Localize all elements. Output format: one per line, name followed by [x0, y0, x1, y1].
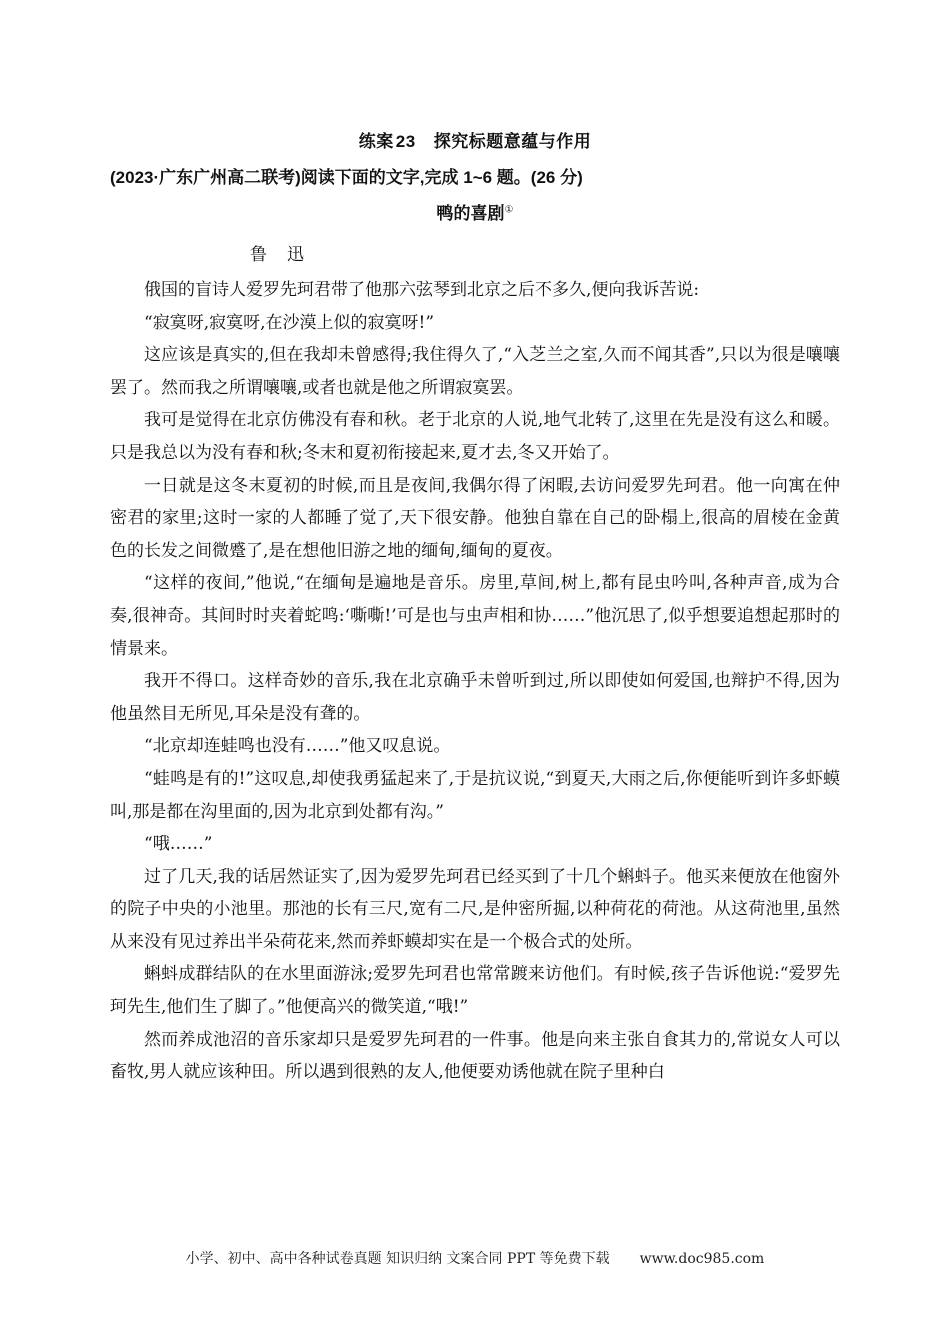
- article-author: 鲁迅: [250, 245, 324, 265]
- article-paragraph: “北京却连蛙鸣也没有……”他又叹息说。: [144, 736, 451, 757]
- article-paragraph: 我可是觉得在北京仿佛没有春和秋。老于北京的人说,地气北转了,这里在先是没有这么和暖。只是我总以为没有春和秋;冬末和夏初衔接起来,夏才去,冬又开始了。: [110, 410, 840, 463]
- article-paragraph: 俄国的盲诗人爱罗先珂君带了他那六弦琴到北京之后不多久,便向我诉苦说:: [144, 280, 700, 300]
- footer-text: 小学、初中、高中各种试卷真题 知识归纳 文案合同 PPT 等免费下载: [185, 1251, 610, 1267]
- exercise-heading: [0, 127, 950, 152]
- article-paragraph: 然而养成池沼的音乐家却只是爱罗先珂君的一件事。他是向来主张自食其力的,常说女人可以畜牧,男人就应该种田。所以遇到很熟的友人,他便要劝诱他就在院子里种白: [110, 1029, 840, 1083]
- article-paragraph: 我开不得口。这样奇妙的音乐,我在北京确乎未曾听到过,所以即使如何爱国,也辩护不得,因为他虽然目无所见,耳朵是没有聋的。: [110, 671, 840, 724]
- exercise-label: 练案: [358, 132, 394, 151]
- article-body: [110, 274, 840, 1089]
- article-paragraph: 过了几天,我的话居然证实了,因为爱罗先珂君已经买到了十几个蝌蚪子。他买来便放在他窗外的院子中央的小池里。那池的长有三尺,宽有二尺,是仲密所掘,以种荷花的荷池。从这荷池里,虽然从来没有见过养出半朵荷花来,然而养虾蟆却实在是一个极合式的处所。: [110, 866, 840, 952]
- question-source-line: (2023·广东广州高二联考)阅读下面的文字,完成 1~6 题。(26 分): [110, 168, 583, 187]
- article-paragraph: “寂寞呀,寂寞呀,在沙漠上似的寂寞呀!”: [144, 312, 435, 333]
- article-paragraph: “这样的夜间,”他说,“在缅甸是遍地是音乐。房里,草间,树上,都有昆虫吟叫,各种声音,成为合奏,很神奇。其间时时夹着蛇鸣:‘嘶嘶!’可是也与虫声相和协……”他沉思了,似乎想要追想起那时的情景来。: [110, 573, 840, 659]
- article-paragraph: 一日就是这冬末夏初的时候,而且是夜间,我偶尔得了闲暇,去访问爱罗先珂君。他一向寓在仲密君的家里;这时一家的人都睡了觉了,天下很安静。他独自靠在自己的卧榻上,很高的眉棱在金黄色的长发之间微蹙了,是在想他旧游之地的缅甸,缅甸的夏夜。: [110, 475, 840, 561]
- article-paragraph: 蝌蚪成群结队的在水里面游泳;爱罗先珂君也常常踱来访他们。有时候,孩子告诉他说:“爱罗先珂先生,他们生了脚了。”他便高兴的微笑道,“哦!”: [110, 964, 840, 1018]
- exercise-number: 23: [395, 132, 416, 151]
- footer-url: www.doc985.com: [639, 1251, 765, 1267]
- exercise-topic: 探究标题意蕴与作用: [433, 132, 592, 151]
- article-paragraph: “蛙鸣是有的!”这叹息,却使我勇猛起来了,于是抗议说,“到夏天,大雨之后,你便能听到许多虾蟆叫,那是都在沟里面的,因为北京到处都有沟。”: [110, 768, 840, 822]
- article-paragraph: “哦……”: [144, 834, 213, 855]
- footnote-marker: ①: [504, 204, 514, 216]
- article-title: [0, 199, 950, 224]
- article-title-text: 鸭的喜剧: [436, 204, 505, 223]
- page-footer: [0, 1248, 950, 1268]
- article-paragraph: 这应该是真实的,但在我却未曾感得;我住得久了,“入芝兰之室,久而不闻其香”,只以为很是嚷嚷罢了。然而我之所谓嚷嚷,或者也就是他之所谓寂寞罢。: [110, 345, 840, 398]
